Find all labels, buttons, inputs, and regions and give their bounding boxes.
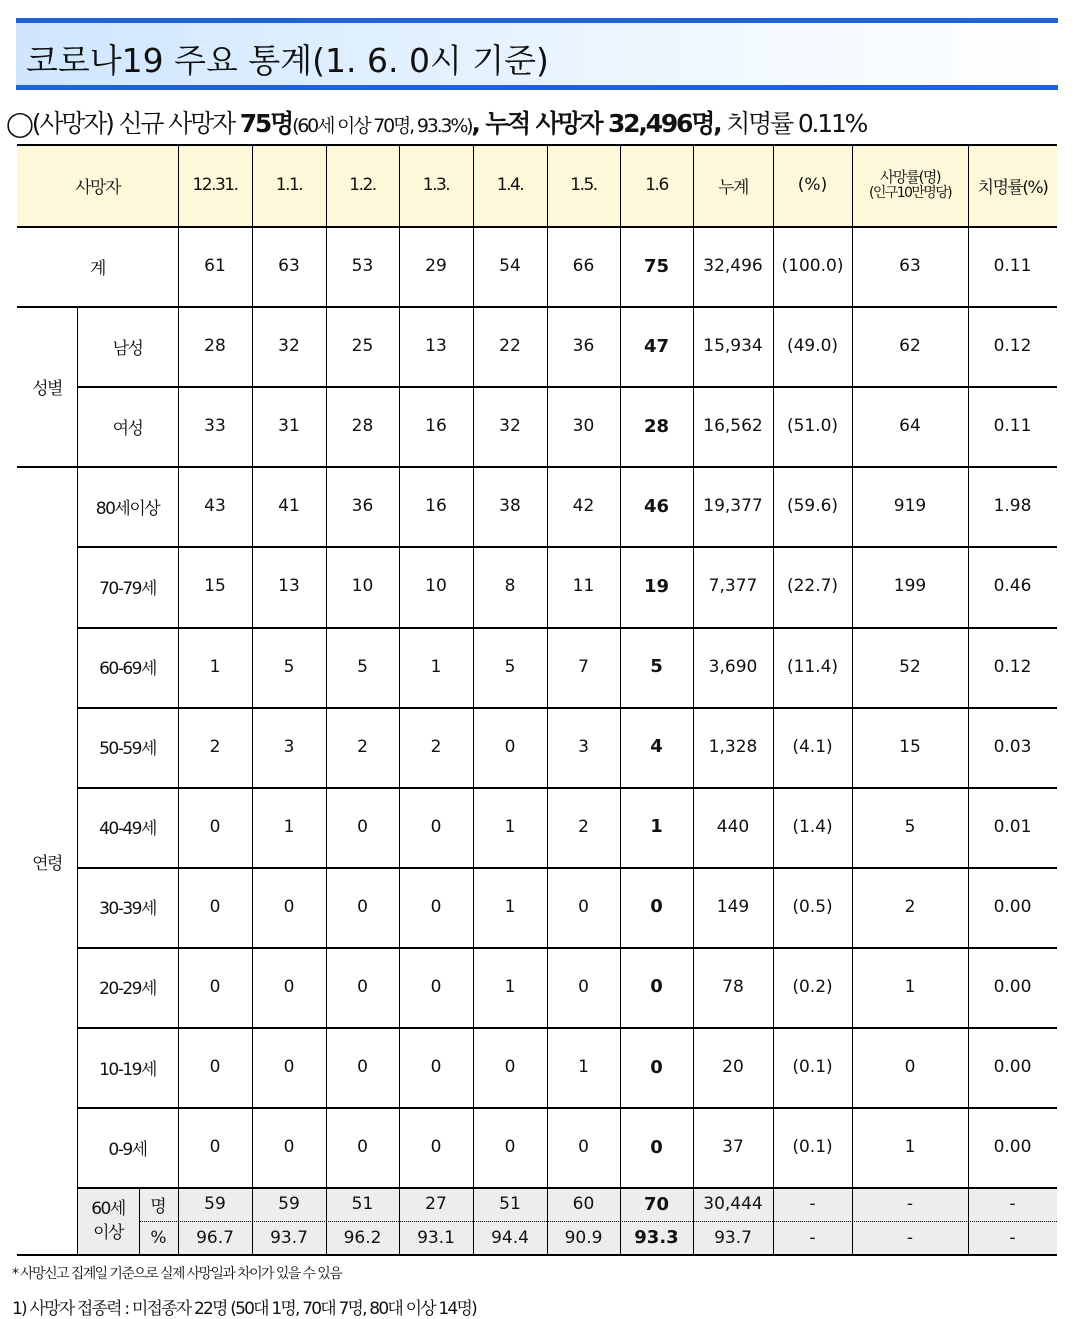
- summary-new-deaths: 75명: [239, 109, 293, 138]
- percent-cell: (1.4): [792, 816, 833, 837]
- row-label: 60-69세: [99, 659, 156, 680]
- death-rate-cell: 52: [899, 656, 921, 677]
- column-divider: [77, 306, 78, 1254]
- row-divider: [77, 1107, 1057, 1109]
- over60-cell: 70: [643, 1193, 670, 1215]
- over60-unit: 명: [150, 1196, 167, 1217]
- table-cell: 0: [209, 1057, 221, 1078]
- group-label-age: 연령: [32, 854, 62, 875]
- table-cell: 5: [357, 656, 368, 677]
- header-date: 1.2.: [326, 144, 399, 226]
- cumulative-cell: 19,377: [703, 496, 763, 517]
- bullet-icon: ◯: [6, 109, 32, 138]
- row-divider: [77, 546, 1057, 548]
- column-divider: [326, 144, 327, 1254]
- footnote-asterisk: * 사망신고 집계일 기준으로 실제 사망일과 차이가 있을 수 있음: [12, 1266, 342, 1282]
- table-cell: 2: [430, 736, 442, 757]
- table-cell: 0: [650, 896, 663, 918]
- summary-line: [6, 104, 1076, 140]
- row-label: 계: [90, 258, 105, 279]
- percent-cell: (0.1): [792, 1057, 833, 1078]
- dotted-divider: [139, 1221, 1057, 1222]
- table-cell: 30: [572, 416, 595, 437]
- over60-death-rate: -: [906, 1227, 914, 1248]
- cumulative-cell: 7,377: [708, 576, 758, 597]
- death-rate-cell: 0: [904, 1057, 916, 1078]
- over60-cell: 96.2: [343, 1227, 382, 1248]
- row-label: 50-59세: [99, 739, 156, 760]
- fatality-rate-cell: 0.00: [993, 1137, 1032, 1158]
- death-rate-cell: 1: [904, 1137, 916, 1158]
- row-label: 40-49세: [99, 819, 156, 840]
- header-date: 1.1.: [252, 144, 326, 226]
- table-cell: 0: [209, 976, 221, 997]
- table-cell: 0: [283, 1057, 295, 1078]
- title-banner: [16, 18, 1058, 90]
- page-title: 코로나19 주요 통계(1. 6. 0시 기준): [26, 41, 549, 80]
- death-rate-cell: 15: [899, 736, 921, 757]
- column-divider: [252, 144, 253, 1254]
- fatality-rate-cell: 0.01: [993, 816, 1032, 837]
- percent-cell: (0.5): [792, 896, 833, 917]
- table-cell: 13: [425, 336, 447, 357]
- column-divider: [473, 144, 474, 1254]
- cumulative-cell: 78: [722, 976, 744, 997]
- table-cell: 0: [283, 1137, 295, 1158]
- cumulative-cell: 20: [722, 1057, 744, 1078]
- header-death-rate-line1: 사망률(명): [879, 168, 941, 186]
- table-cell: 0: [430, 976, 442, 997]
- table-cell: 0: [357, 1057, 368, 1078]
- cumulative-cell: 440: [716, 816, 750, 837]
- death-rate-cell: 5: [904, 816, 916, 837]
- group-label-sex: 성별: [32, 378, 62, 399]
- footnote-vaccination: 1) 사망자 접종력 : 미접종자 22명 (50대 1명, 70대 7명, 80대 이상 14명): [12, 1299, 476, 1319]
- percent-cell: (51.0): [786, 416, 839, 437]
- fatality-rate-cell: 0.11: [993, 256, 1032, 277]
- row-label: 30-39세: [99, 899, 156, 920]
- table-cell: 0: [430, 896, 442, 917]
- header-cumulative: 누계: [693, 144, 773, 226]
- table-cell: 1: [504, 976, 516, 997]
- table-cell: 0: [357, 1137, 368, 1158]
- table-cell: 7: [578, 656, 589, 677]
- over60-cell: 93.3: [634, 1227, 679, 1249]
- over60-cell: 90.9: [564, 1227, 603, 1248]
- fatality-rate-cell: 0.12: [993, 336, 1032, 357]
- death-rate-cell: 919: [893, 496, 927, 517]
- row-divider: [77, 386, 1057, 388]
- row-divider: [77, 947, 1057, 949]
- table-cell: 1: [578, 1057, 589, 1078]
- table-cell: 28: [351, 416, 374, 437]
- over60-cell: 59: [204, 1194, 226, 1215]
- header-deaths: 사망자: [17, 144, 178, 226]
- fatality-rate-cell: 0.46: [993, 576, 1032, 597]
- over60-label-line2: 이상: [93, 1222, 123, 1243]
- header-date: 1.3.: [399, 144, 473, 226]
- percent-cell: (11.4): [786, 656, 839, 677]
- table-cell: 0: [504, 1137, 516, 1158]
- over60-label: [77, 1187, 139, 1254]
- over60-cumulative: 93.7: [714, 1227, 752, 1248]
- over60-cell: 96.7: [196, 1227, 234, 1248]
- table-cell: 66: [572, 256, 595, 277]
- table-cell: 3: [578, 736, 589, 757]
- table-cell: 42: [572, 496, 595, 517]
- table-cell: 0: [504, 736, 516, 757]
- over60-cumulative: 30,444: [703, 1194, 763, 1215]
- table-cell: 1: [504, 896, 516, 917]
- table-cell: 75: [643, 255, 670, 277]
- table-cell: 16: [425, 416, 447, 437]
- table-cell: 43: [204, 496, 226, 517]
- death-rate-cell: 1: [904, 976, 916, 997]
- fatality-rate-cell: 0.12: [993, 656, 1032, 677]
- table-cell: 38: [499, 496, 521, 517]
- table-cell: 46: [643, 495, 670, 517]
- over60-fatality: -: [1009, 1227, 1016, 1248]
- over60-cell: 60: [572, 1194, 595, 1215]
- table-cell: 5: [283, 656, 295, 677]
- header-bottom-border: [17, 226, 1057, 228]
- over60-cell: 93.1: [417, 1227, 455, 1248]
- percent-cell: (100.0): [781, 256, 844, 277]
- table-cell: 32: [499, 416, 521, 437]
- fatality-rate-cell: 0.03: [993, 736, 1032, 757]
- death-statistics-table: [17, 144, 1057, 1257]
- row-divider: [17, 306, 1057, 308]
- table-cell: 61: [204, 256, 226, 277]
- row-label: 여성: [112, 418, 143, 439]
- percent-cell: (59.6): [786, 496, 839, 517]
- table-cell: 8: [504, 576, 516, 597]
- table-cell: 13: [278, 576, 300, 597]
- row-divider: [77, 1187, 1057, 1189]
- row-label: 70-79세: [99, 578, 156, 599]
- over60-cell: 27: [425, 1194, 447, 1215]
- table-cell: 10: [425, 576, 447, 597]
- cumulative-cell: 3,690: [708, 656, 758, 677]
- table-top-border: [17, 144, 1057, 146]
- table-cell: 19: [643, 575, 670, 597]
- table-cell: 33: [204, 416, 226, 437]
- percent-cell: (0.1): [792, 1137, 833, 1158]
- table-cell: 10: [351, 576, 374, 597]
- over60-cell: 51: [351, 1194, 374, 1215]
- table-cell: 2: [578, 816, 589, 837]
- table-cell: 0: [578, 976, 589, 997]
- summary-part1: (사망자) 신규 사망자: [31, 109, 240, 138]
- row-divider: [17, 466, 1057, 468]
- death-rate-cell: 64: [899, 416, 921, 437]
- table-cell: 28: [204, 336, 226, 357]
- fatality-rate-cell: 1.98: [993, 496, 1032, 517]
- fatality-rate-cell: 0.00: [993, 1057, 1032, 1078]
- column-divider: [620, 144, 621, 1254]
- summary-part3: , 누적 사망자 32,496명,: [471, 109, 721, 138]
- header-date: 12.31.: [178, 144, 252, 226]
- table-cell: 0: [357, 816, 368, 837]
- table-cell: 0: [283, 896, 295, 917]
- table-cell: 1: [283, 816, 295, 837]
- row-label: 20-29세: [99, 979, 156, 1000]
- column-divider: [178, 144, 179, 1254]
- header-date: 1.6: [620, 144, 693, 226]
- table-cell: 0: [430, 816, 442, 837]
- header-fatality-rate: 치명률(%): [968, 144, 1057, 226]
- table-cell: 2: [209, 736, 221, 757]
- table-cell: 15: [204, 576, 226, 597]
- header-date: 1.5.: [547, 144, 620, 226]
- column-divider: [693, 144, 694, 1254]
- table-cell: 0: [578, 1137, 589, 1158]
- over60-percent: -: [809, 1227, 816, 1248]
- table-cell: 41: [278, 496, 300, 517]
- cumulative-cell: 37: [722, 1137, 744, 1158]
- table-cell: 0: [578, 896, 589, 917]
- percent-cell: (0.2): [792, 976, 833, 997]
- death-rate-cell: 63: [899, 256, 921, 277]
- table-cell: 53: [351, 256, 374, 277]
- table-cell: 0: [357, 976, 368, 997]
- cumulative-cell: 1,328: [708, 736, 758, 757]
- death-rate-cell: 62: [899, 336, 921, 357]
- header-death-rate-line2: (인구10만명당): [869, 185, 951, 201]
- table-cell: 28: [643, 415, 670, 437]
- cumulative-cell: 15,934: [703, 336, 763, 357]
- table-cell: 1: [209, 656, 221, 677]
- over60-fatality: -: [1009, 1194, 1016, 1215]
- table-cell: 16: [425, 496, 447, 517]
- over60-death-rate: -: [906, 1194, 914, 1215]
- row-divider: [77, 1027, 1057, 1029]
- table-cell: 0: [650, 1136, 663, 1158]
- cumulative-cell: 149: [716, 896, 750, 917]
- summary-part4: 치명률 0.11%: [720, 109, 867, 138]
- over60-cell: 51: [499, 1194, 521, 1215]
- table-cell: 0: [209, 896, 221, 917]
- column-divider: [968, 144, 969, 1254]
- table-cell: 36: [572, 336, 595, 357]
- table-cell: 5: [650, 656, 663, 678]
- table-cell: 0: [209, 1137, 221, 1158]
- table-cell: 25: [351, 336, 374, 357]
- table-cell: 1: [504, 816, 516, 837]
- death-rate-cell: 2: [904, 896, 916, 917]
- table-cell: 0: [209, 816, 221, 837]
- row-divider: [77, 707, 1057, 709]
- table-cell: 1: [650, 816, 663, 838]
- table-cell: 0: [430, 1137, 442, 1158]
- column-divider: [773, 144, 774, 1254]
- table-cell: 47: [643, 335, 670, 357]
- column-divider: [547, 144, 548, 1254]
- cumulative-cell: 16,562: [703, 416, 763, 437]
- percent-cell: (22.7): [786, 576, 839, 597]
- over60-percent: -: [809, 1194, 816, 1215]
- table-cell: 0: [504, 1057, 516, 1078]
- table-cell: 0: [283, 976, 295, 997]
- row-divider: [77, 867, 1057, 869]
- table-cell: 29: [425, 256, 447, 277]
- percent-cell: (4.1): [792, 736, 833, 757]
- row-label: 80세이상: [95, 498, 160, 519]
- fatality-rate-cell: 0.11: [993, 416, 1032, 437]
- fatality-rate-cell: 0.00: [993, 896, 1032, 917]
- table-cell: 0: [650, 1056, 663, 1078]
- table-cell: 0: [430, 1057, 442, 1078]
- over60-cell: 94.4: [491, 1227, 529, 1248]
- table-cell: 5: [504, 656, 516, 677]
- row-label: 10-19세: [99, 1059, 156, 1080]
- table-cell: 11: [572, 576, 595, 597]
- cumulative-cell: 32,496: [703, 256, 763, 277]
- table-cell: 31: [278, 416, 300, 437]
- over60-label-line1: 60세: [91, 1198, 125, 1219]
- table-cell: 0: [357, 896, 368, 917]
- over60-cell: 93.7: [270, 1227, 308, 1248]
- table-cell: 54: [499, 256, 521, 277]
- over60-unit: %: [150, 1227, 167, 1248]
- table-cell: 32: [278, 336, 300, 357]
- row-label: 0-9세: [108, 1139, 147, 1160]
- table-cell: 0: [650, 976, 663, 998]
- header-death-rate: [852, 144, 968, 226]
- header-percent: (%): [773, 144, 852, 226]
- row-divider: [77, 627, 1057, 629]
- column-divider: [399, 144, 400, 1254]
- fatality-rate-cell: 0.00: [993, 976, 1032, 997]
- header-date: 1.4.: [473, 144, 547, 226]
- table-cell: 22: [499, 336, 521, 357]
- summary-part2: (60세 이상 70명, 93.3%): [292, 115, 472, 137]
- column-divider: [139, 1187, 140, 1254]
- percent-cell: (49.0): [786, 336, 839, 357]
- table-bottom-border: [17, 1254, 1057, 1256]
- death-rate-cell: 199: [893, 576, 927, 597]
- table-cell: 63: [278, 256, 300, 277]
- column-divider: [852, 144, 853, 1254]
- table-cell: 2: [357, 736, 368, 757]
- table-cell: 3: [283, 736, 295, 757]
- row-label: 남성: [112, 338, 143, 359]
- row-divider: [77, 787, 1057, 789]
- table-cell: 1: [430, 656, 442, 677]
- over60-cell: 59: [278, 1194, 300, 1215]
- table-cell: 36: [351, 496, 374, 517]
- table-cell: 4: [650, 736, 663, 758]
